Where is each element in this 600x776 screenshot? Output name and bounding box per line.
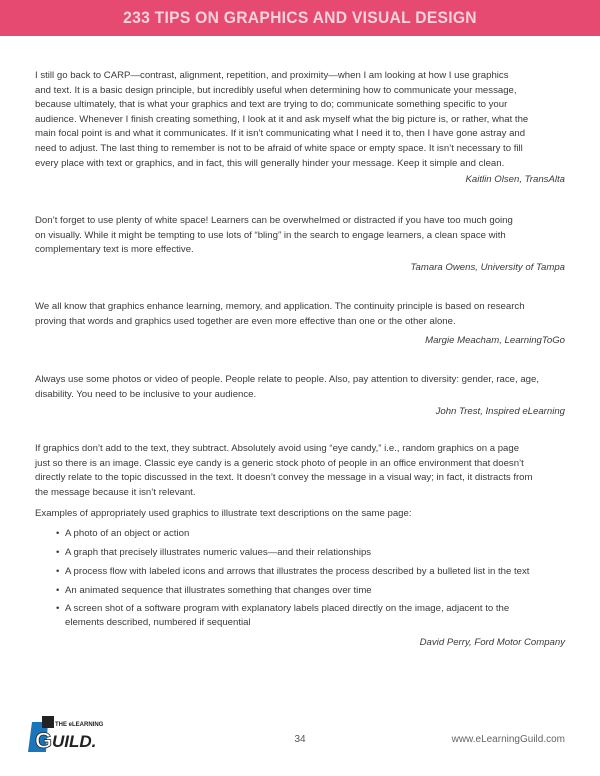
text-line: proving that words and graphics used together are even more effective than one or the other alone. [35,315,456,327]
tip-paragraph [35,373,570,402]
tip-paragraph [35,300,570,329]
tip-author: David Perry, Ford Motor Company [419,637,565,648]
page-title: 233 TIPS ON GRAPHICS AND VISUAL DESIGN [123,8,477,27]
header-band [0,0,600,36]
text-line: disability. You need to be inclusive to your audience. [35,388,257,400]
tip-author: John Trest, Inspired eLearning [435,406,565,417]
text-line: complementary text is more effective. [35,244,194,256]
list-item [56,584,372,598]
text-line: audience. Whenever I finish creating something, I look at it and ask myself what the big picture is, or rather, what the [35,113,529,125]
text-line: the message because it isn’t relevant. [35,486,196,498]
list-item [56,565,530,579]
bullet-icon: • [56,603,60,614]
text-line: If graphics don’t add to the text, they subtract. Absolutely avoid using “eye candy,” i.e., random graphics on a page [35,443,520,454]
text-line: because ultimately, that is what your graphics and text are trying to do; communicate something specific to your [35,99,508,111]
bullet-icon: • [56,566,60,577]
list-item-text: A process flow with labeled icons and arrows that illustrates the process described by a bulleted list in the text [65,566,530,577]
text-line: just so there is an image. Classic eye candy is a generic stock photo of people in an office environment that doesn’t [35,457,524,469]
tip-paragraph [35,214,570,258]
list-item [56,527,190,541]
svg-text:UILD.: UILD. [52,732,97,751]
text-line: I still go back to CARP—contrast, alignment, repetition, and proximity—when I am looking at how I use graphics [35,70,509,81]
tip-author: Tamara Owens, University of Tampa [410,262,565,273]
text-line: main focal point is and what it communicates. If it isn’t communicating what I need it to, then I have gone astray and [35,128,526,140]
bullet-icon: • [56,528,60,539]
bullet-icon: • [56,547,60,558]
text-line: every place with text or graphics, and in fact, this will generally hinder your message. Keep it simple and clean. [35,157,505,169]
text-line: directly relate to the topic discussed in the text. It doesn’t convey the message in a visual way; in fact, it distracts from [35,472,533,484]
tip-paragraph [35,442,570,500]
text-line: and text. It is a basic design principle, but incredibly useful when determining how to communicate your message, [35,84,517,96]
bullet-icon: • [56,585,60,596]
text-line: Examples of appropriately used graphics to illustrate text descriptions on the same page: [35,508,412,519]
svg-text:G: G [35,728,53,752]
list-item [56,546,372,560]
text-line: We all know that graphics enhance learning, memory, and application. The continuity principle is based on research [35,301,525,312]
text-line: Don’t forget to use plenty of white space! Learners can be overwhelmed or distracted if you have too much going [35,215,513,226]
list-item-text: A screen shot of a software program with explanatory labels placed directly on the image, adjacent to the [65,603,510,614]
list-item-text: A photo of an object or action [65,528,190,539]
list-item-text: elements described, numbered if sequential [65,617,251,628]
list-item [56,602,510,630]
list-item-text: An animated sequence that illustrates something that changes over time [65,585,372,596]
examples-intro [35,507,570,522]
tip-author: Margie Meacham, LearningToGo [425,335,565,346]
tip-author: Kaitlin Olsen, TransAlta [465,174,565,185]
website-link[interactable]: www.eLearningGuild.com [451,734,565,745]
tip-paragraph [35,69,570,171]
text-line: Always use some photos or video of people. People relate to people. Also, pay attention to diversity: gender, race, age, [35,374,539,385]
text-line: on visually. While it might be tempting to use lots of “bling” in the search to engage learners, a clean space with [35,229,506,241]
text-line: need to adjust. The last thing to remember is not to be afraid of white space or empty space. It isn’t necessary to fill [35,142,523,154]
list-item-text: A graph that precisely illustrates numeric values—and their relationships [65,547,372,558]
svg-text:THE eLEARNING: THE eLEARNING [55,722,104,728]
page-number: 34 [294,734,306,745]
